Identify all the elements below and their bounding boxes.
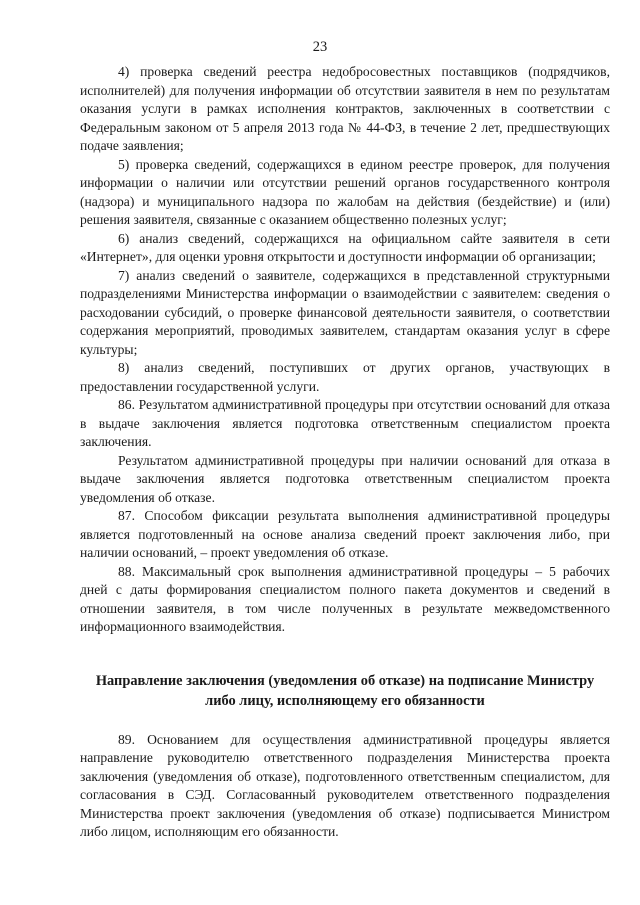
list-item-6: 6) анализ сведений, содержащихся на официальном сайте заявителя в сети «Интернет», для оценки уровня открытости и доступности информации об организации; (80, 230, 610, 264)
paragraph-88: 88. Максимальный срок выполнения административной процедуры – 5 рабочих дней с даты формирования специалистом полного пакета документов и сведений в отношении заявителя, в том числе полученных в результате межведомственного информационного взаимодействия. (80, 563, 610, 634)
list-item-8: 8) анализ сведений, поступивших от других органов, участвующих в предоставлении государственной услуги. (80, 360, 610, 394)
list-item-5: 5) проверка сведений, содержащихся в едином реестре проверок, для получения информации о наличии или отсутствии решений органов государственного контроля (надзора) и муниципального надзора по жалобам на действия (бездействие) и (или) решения заявителя, связанные с оказанием общественно полезных услуг; (80, 156, 610, 227)
page-content (80, 63, 610, 842)
paragraph-87: 87. Способом фиксации результата выполнения административной процедуры является подготовленный на основе анализа сведений проект заключения либо, при наличии оснований, – проект уведомления об отказе. (80, 508, 610, 560)
paragraph-89: 89. Основанием для осуществления административной процедуры является направление руководителю ответственного подразделения Министерства проекта заключения (уведомления об отказе), подготовленного ответственным специалистом, для согласования в СЭД. Согласованный руководителем ответственного подразделения Министерства проект заключения (уведомления об отказе) подписывается Министром либо лицом, исполняющим его обязанности. (80, 731, 610, 839)
paragraph-86-continued: Результатом административной процедуры при наличии оснований для отказа в выдаче заключения является подготовка ответственным специалистом проекта уведомления об отказе. (80, 452, 610, 505)
list-item-7: 7) анализ сведений о заявителе, содержащихся в представленной структурными подразделениями Министерства информации о взаимодействии с заявителем: сведения о расходовании субсидий, о проверке финансовой деятельности заявителя, о соответствии содержания мероприятий, проводимых заявителем, стандартам оказания услуг в сфере культуры; (80, 267, 610, 357)
list-item-4: 4) проверка сведений реестра недобросовестных поставщиков (подрядчиков, исполнителей) для получения информации об отсутствии заявителя в нем по результатам оказания услуги в рамках исполнения контрактов, заключенных в соответствии с Федеральным законом от 5 апреля 2013 года № 44-ФЗ, в течение 2 лет, предшествующих подаче заявления; (80, 64, 610, 153)
paragraph-86: 86. Результатом административной процедуры при отсутствии оснований для отказа в выдаче заключения является подготовка ответственным специалистом проекта заключения. (80, 397, 610, 449)
page-number: 23 (312, 39, 328, 55)
section-heading: Направление заключения (уведомления об отказе) на подписание Министру либо лицу, исполняющему его обязанности (95, 672, 595, 709)
